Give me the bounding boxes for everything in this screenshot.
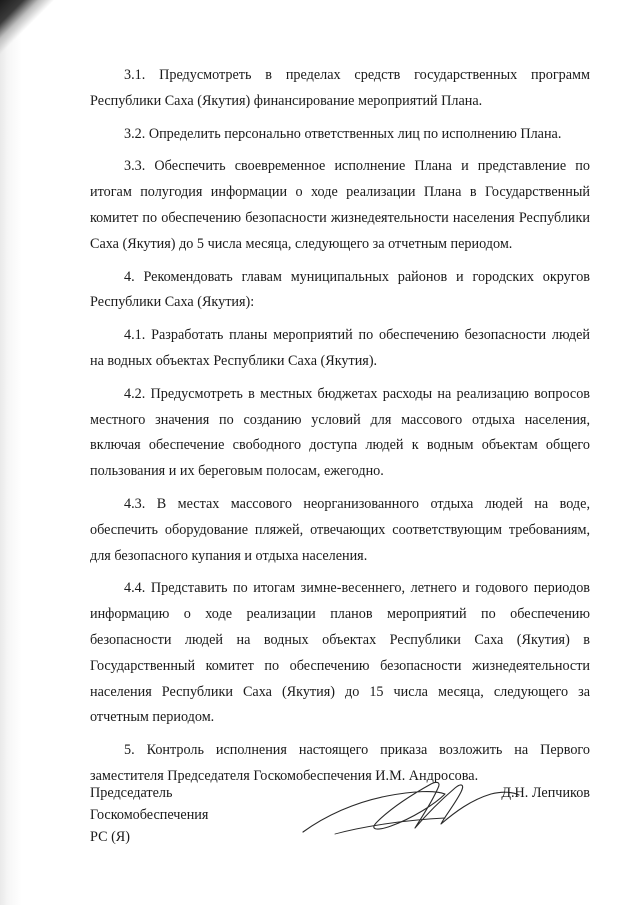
document-body xyxy=(90,63,590,797)
paragraph-5: 5. Контроль исполнения настоящего приказа возложить на Первого заместителя Председателя Госкомобеспечения И.М. Андросова. xyxy=(90,742,590,784)
paragraph-4: 4. Рекомендовать главам муниципальных районов и городских округов Республики Саха (Якутия): xyxy=(90,268,590,311)
scan-edge-shadow xyxy=(0,0,22,905)
scan-corner-shadow xyxy=(0,0,70,60)
paragraph-4-1: 4.1. Разработать планы мероприятий по обеспечению безопасности людей на водных объектах Республики Саха (Якутия). xyxy=(90,327,590,369)
signer-position-line: Председатель xyxy=(90,785,173,801)
signer-position-line: Госкомобеспечения xyxy=(90,807,209,823)
signature-block xyxy=(90,782,590,862)
signer-name: Д.Н. Лепчиков xyxy=(501,785,590,801)
signer-position xyxy=(90,782,208,848)
paragraph-4-2: 4.2. Предусмотреть в местных бюджетах расходы на реализацию вопросов местного значения по созданию условий для массового отдыха населения, включая обеспечение свободного доступа людей к водным объектам общего пользования и их береговым полосам, ежегодно. xyxy=(90,385,590,480)
paragraph-3-3: 3.3. Обеспечить своевременное исполнение Плана и представление по итогам полугодия информации о ходе реализации Плана в Государственный комитет по обеспечению безопасности жизнедеятельности населения Республики Саха (Якутия) до 5 числа месяца, следующего за отчетным периодом. xyxy=(90,158,590,252)
paragraph-3-1: 3.1. Предусмотреть в пределах средств государственных программ Республики Саха (Якутия) финансирование мероприятий Плана. xyxy=(90,67,590,109)
paragraph-4-3: 4.3. В местах массового неорганизованного отдыха людей на воде, обеспечить оборудование пляжей, отвечающих соответствующим требованиям, для безопасного купания и отдыха населения. xyxy=(90,495,590,564)
handwritten-signature xyxy=(295,774,525,844)
paragraph-4-4: 4.4. Представить по итогам зимне-весеннего, летнего и годового периодов информацию о ходе реализации планов мероприятий по обеспечению безопасности людей на водных объектах Республики Саха (Якутия) в Государственный комитет по обеспечению безопасности жизнедеятельности населения Республики Саха (Якутия) до 15 числа месяца, следующего за отчетным периодом. xyxy=(90,580,590,726)
paragraph-3-2: 3.2. Определить персонально ответственных лиц по исполнению Плана. xyxy=(124,125,562,142)
signer-position-line: РС (Я) xyxy=(90,829,130,845)
